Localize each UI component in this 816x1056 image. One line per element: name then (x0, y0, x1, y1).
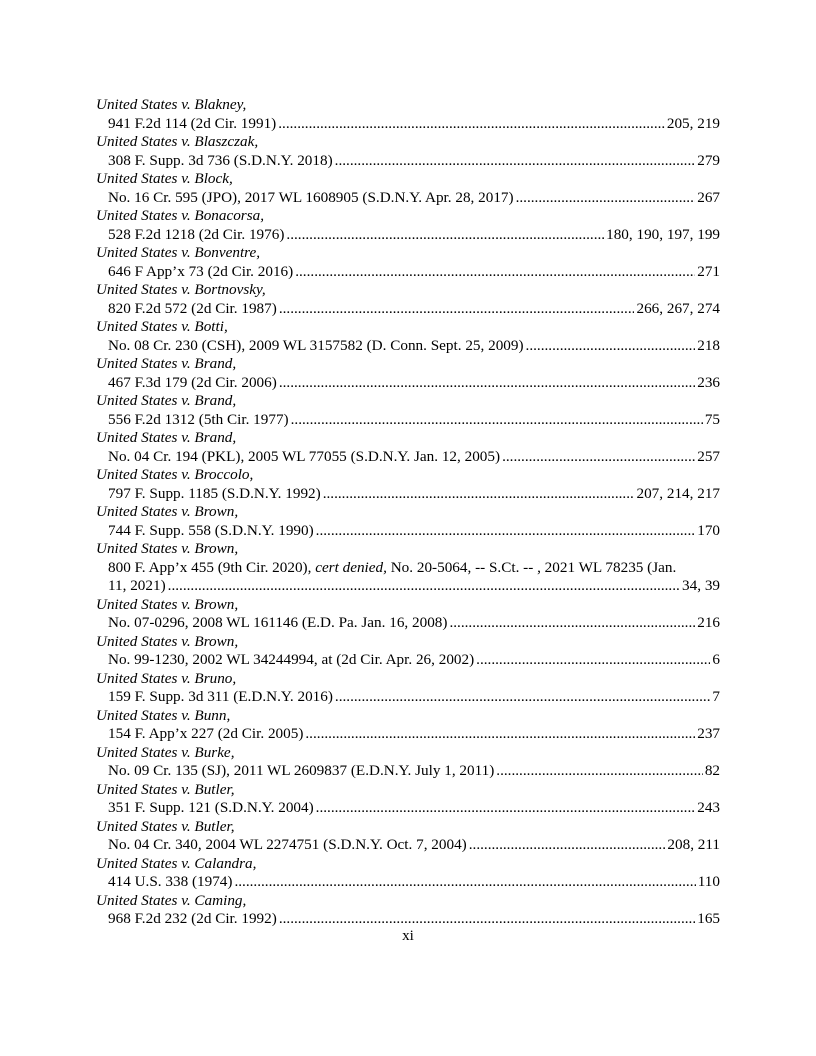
citation: 351 F. Supp. 121 (S.D.N.Y. 2004) (108, 799, 314, 816)
page-refs: 218 (697, 336, 720, 354)
case-name: United States v. Block, (96, 170, 233, 187)
page-refs: 271 (697, 262, 720, 280)
citation: No. 08 Cr. 230 (CSH), 2009 WL 3157582 (D. Conn. Sept. 25, 2009) (108, 336, 524, 354)
page-refs: 34, 39 (682, 577, 720, 594)
citation-line (96, 263, 720, 282)
dot-leader (502, 448, 695, 467)
citation-line (96, 688, 720, 707)
toc-entry (96, 133, 720, 170)
case-name: United States v. Brown, (96, 540, 239, 557)
dot-leader (335, 688, 710, 707)
page-refs: 82 (704, 762, 720, 779)
citation-line (96, 725, 720, 744)
citation: No. 16 Cr. 595 (JPO), 2017 WL 1608905 (S.D.N.Y. Apr. 28, 2017) (108, 188, 514, 206)
citation-line (96, 522, 720, 541)
citation: 968 F.2d 232 (2d Cir. 1992) (108, 910, 277, 927)
page-refs: 170 (697, 521, 720, 539)
citation-line (96, 115, 720, 134)
citation-line (96, 411, 720, 430)
citation-line (96, 873, 720, 892)
dot-leader (279, 300, 635, 319)
case-name: United States v. Botti, (96, 318, 228, 335)
case-name: United States v. Brand, (96, 355, 237, 372)
toc-entry (96, 281, 720, 318)
citation: 159 F. Supp. 3d 311 (E.D.N.Y. 2016) (108, 688, 333, 705)
citation-line (108, 559, 720, 578)
page-refs: 237 (697, 725, 720, 742)
citation-line (96, 337, 720, 356)
citation-line (96, 577, 720, 596)
citation-continued: No. 20-5064, -- S.Ct. -- , 2021 WL 78235 (Jan. (390, 558, 677, 576)
toc-entry (96, 781, 720, 818)
case-name: United States v. Caming, (96, 891, 247, 909)
citation: 154 F. App’x 227 (2d Cir. 2005) (108, 725, 304, 742)
citation: 744 F. Supp. 558 (S.D.N.Y. 1990) (108, 521, 314, 539)
citation: 820 F.2d 572 (2d Cir. 1987) (108, 299, 277, 317)
dot-leader (305, 725, 695, 744)
citation: No. 07-0296, 2008 WL 161146 (E.D. Pa. Jan. 16, 2008) (108, 614, 448, 631)
toc-entry (96, 744, 720, 781)
dot-leader (278, 115, 665, 134)
dot-leader (496, 762, 703, 781)
case-name: United States v. Bortnovsky, (96, 281, 266, 298)
toc-entry (96, 170, 720, 207)
toc-entry (96, 540, 720, 596)
subsequent-history: cert denied, (315, 558, 387, 576)
dot-leader (295, 263, 695, 282)
page-number: xi (402, 927, 414, 944)
citation-line (96, 651, 720, 670)
citation-line (96, 189, 720, 208)
toc-entry (96, 633, 720, 670)
page-refs: 243 (697, 799, 720, 816)
toc-entry (96, 818, 720, 855)
dot-leader (526, 337, 696, 356)
case-name: United States v. Blakney, (96, 96, 247, 113)
citation: 467 F.3d 179 (2d Cir. 2006) (108, 373, 277, 391)
case-name: United States v. Brown, (96, 595, 239, 613)
toc-entry (96, 207, 720, 244)
case-name: United States v. Burke, (96, 743, 235, 761)
citation: 528 F.2d 1218 (2d Cir. 1976) (108, 225, 285, 243)
dot-leader (335, 152, 696, 171)
toc-entry (96, 355, 720, 392)
page-refs: 205, 219 (666, 114, 720, 132)
citation: No. 99-1230, 2002 WL 34244994, at (2d Cir. Apr. 26, 2002) (108, 651, 475, 668)
case-name: United States v. Butler, (96, 817, 235, 835)
page-refs: 279 (697, 151, 720, 169)
citation: No. 09 Cr. 135 (SJ), 2011 WL 2609837 (E.D.N.Y. July 1, 2011) (108, 762, 495, 779)
dot-leader (279, 910, 695, 929)
page-refs: 267 (697, 188, 720, 206)
citation: 308 F. Supp. 3d 736 (S.D.N.Y. 2018) (108, 151, 333, 169)
citation-line (96, 374, 720, 393)
toc-entry (96, 96, 720, 133)
toc-entry (96, 670, 720, 707)
dot-leader (476, 651, 710, 670)
page-refs: 6 (712, 651, 720, 668)
case-name: United States v. Calandra, (96, 854, 257, 872)
dot-leader (291, 411, 703, 430)
case-name: United States v. Brand, (96, 429, 237, 446)
case-name: United States v. Butler, (96, 780, 235, 798)
toc-entry (96, 596, 720, 633)
page-refs: 110 (697, 873, 720, 890)
toc-entry (96, 707, 720, 744)
citation: 414 U.S. 338 (1974) (108, 873, 233, 890)
toc-entry (96, 429, 720, 466)
citation-line (96, 485, 720, 504)
citation-line (96, 762, 720, 781)
citation-line (96, 910, 720, 929)
page-refs: 236 (697, 373, 720, 391)
dot-leader (449, 614, 695, 633)
page-refs: 257 (697, 447, 720, 465)
citation: 556 F.2d 1312 (5th Cir. 1977) (108, 410, 289, 428)
citation-line (96, 300, 720, 319)
citation-line (96, 836, 720, 855)
dot-leader (234, 873, 695, 892)
toc-entry (96, 392, 720, 429)
case-name: United States v. Blaszczak, (96, 133, 259, 150)
citation: No. 04 Cr. 340, 2004 WL 2274751 (S.D.N.Y. Oct. 7, 2004) (108, 836, 467, 853)
citation-line (96, 448, 720, 467)
toc-entry (96, 244, 720, 281)
toc-entry (96, 892, 720, 929)
case-name: United States v. Bruno, (96, 669, 237, 687)
dot-leader (286, 226, 604, 245)
case-name: United States v. Brown, (96, 503, 239, 520)
citation: 646 F App’x 73 (2d Cir. 2016) (108, 262, 294, 280)
citation-line (96, 226, 720, 245)
case-name: United States v. Bonventre, (96, 244, 261, 261)
citation-line (96, 152, 720, 171)
page-refs: 165 (697, 910, 720, 927)
citation-line (96, 614, 720, 633)
case-name: United States v. Brand, (96, 392, 237, 409)
toc-entry (96, 503, 720, 540)
page-refs: 208, 211 (667, 836, 720, 853)
dot-leader (279, 374, 695, 393)
toc-entry (96, 318, 720, 355)
dot-leader (516, 189, 696, 208)
dot-leader (323, 485, 635, 504)
case-name: United States v. Brown, (96, 632, 239, 650)
toc-entry (96, 466, 720, 503)
citation: 941 F.2d 114 (2d Cir. 1991) (108, 114, 277, 132)
page-refs: 7 (712, 688, 720, 705)
case-name: United States v. Broccolo, (96, 466, 254, 483)
toc-entry (96, 855, 720, 892)
page-refs: 207, 214, 217 (636, 484, 720, 502)
dot-leader (168, 577, 680, 596)
page-refs: 216 (697, 614, 720, 631)
page-refs: 75 (704, 410, 720, 428)
citation: No. 04 Cr. 194 (PKL), 2005 WL 77055 (S.D.N.Y. Jan. 12, 2005) (108, 447, 501, 465)
dot-leader (316, 522, 696, 541)
citation-date: 11, 2021) (108, 577, 166, 594)
page-refs: 266, 267, 274 (636, 299, 720, 317)
table-of-authorities (96, 96, 720, 929)
citation-wrapped (96, 559, 720, 596)
case-name: United States v. Bonacorsa, (96, 207, 265, 224)
citation: 800 F. App’x 455 (9th Cir. 2020), (108, 558, 312, 576)
dot-leader (316, 799, 696, 818)
case-name: United States v. Bunn, (96, 706, 231, 724)
page-refs: 180, 190, 197, 199 (606, 225, 720, 243)
dot-leader (469, 836, 666, 855)
citation-line (96, 799, 720, 818)
citation: 797 F. Supp. 1185 (S.D.N.Y. 1992) (108, 484, 321, 502)
